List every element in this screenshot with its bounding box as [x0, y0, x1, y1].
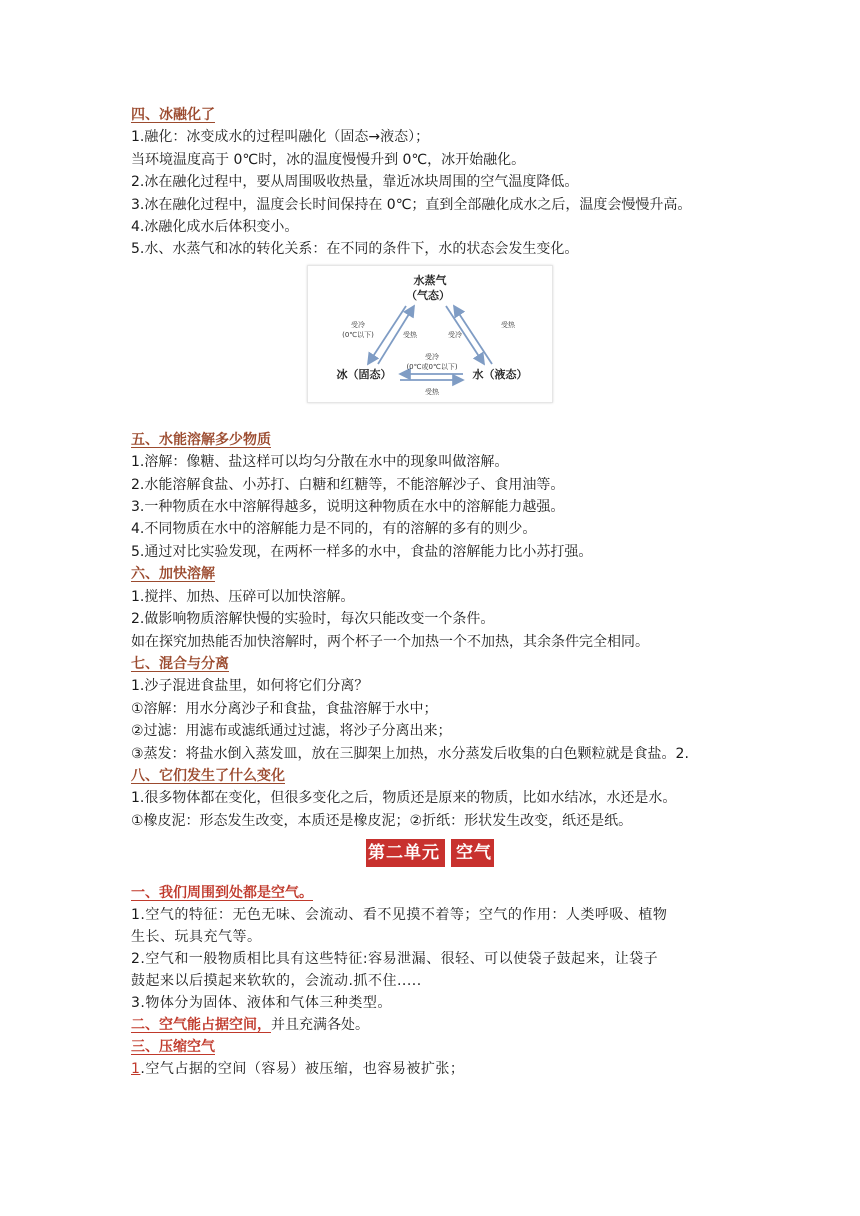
- text-line: 鼓起来以后摸起来软软的，会流动.抓不住.....: [131, 973, 422, 990]
- text-line: 1.很多物体都在变化，但很多变化之后，物质还是原来的物质，比如水结冰，水还是水。: [131, 790, 677, 807]
- text-line: 3.一种物质在水中溶解得越多，说明这种物质在水中的溶解能力越强。: [131, 499, 565, 516]
- vapor-state-label: （气态）: [406, 288, 450, 302]
- text-line: 生长、玩具充气等。: [131, 929, 262, 946]
- section-heading-changes: 八、它们发生了什么变化: [131, 767, 285, 784]
- text-line: 2.水能溶解食盐、小苏打、白糖和红糖等，不能溶解沙子、食用油等。: [131, 476, 565, 493]
- heat-bottom-label: 受热: [425, 387, 439, 396]
- text-line: 4.不同物质在水中的溶解能力是不同的，有的溶解的多有的则少。: [131, 521, 537, 538]
- text-line: ②过滤：用滤布或滤纸通过过滤，将沙子分离出来；: [131, 723, 452, 740]
- text-line: 如在探究加热能否加快溶解时，两个杯子一个加热一个不加热，其余条件完全相同。: [131, 633, 649, 650]
- text-line: 1.空气的特征：无色无味、会流动、看不见摸不着等；空气的作用：人类呼吸、植物: [131, 907, 668, 924]
- text-line-rest: .空气占据的空间（容易）被压缩，也容易被扩张；: [140, 1061, 465, 1078]
- unit-title-area: [131, 832, 751, 882]
- cool-bottom-condition: (0℃或0℃以下): [406, 362, 458, 371]
- cool-right-label: 受冷: [448, 330, 462, 339]
- cool-bottom-label: 受冷: [425, 352, 439, 361]
- text-line: 2.做影响物质溶解快慢的实验时，每次只能改变一个条件。: [131, 611, 495, 628]
- heat-right-label: 受热: [501, 320, 515, 329]
- section-heading-air-everywhere: 一、我们周围到处都是空气。: [131, 885, 313, 902]
- section-heading-ice-melting: 四、冰融化了: [131, 107, 215, 123]
- section-heading-air-occupies-space: 二、空气能占据空间，: [131, 1017, 271, 1034]
- unit-title: [366, 839, 494, 867]
- heat-left-label: 受热: [403, 330, 417, 339]
- unit-title-divider: [445, 839, 451, 867]
- text-line: 1.沙子混进食盐里，如何将它们分离？: [131, 678, 369, 695]
- text-line-compress: [131, 1058, 751, 1080]
- unit-title-part-b: 空气: [456, 843, 492, 864]
- text-line: 3.物体分为固体、液体和气体三种类型。: [131, 995, 392, 1012]
- water-state-diagram-area: [131, 261, 751, 429]
- section-heading-speed-dissolve: 六、加快溶解: [131, 566, 215, 583]
- document-page: [131, 104, 751, 1080]
- text-line: 5.水、水蒸气和冰的转化关系：在不同的条件下，水的状态会发生变化。: [131, 241, 579, 258]
- water-label: 水（液态）: [472, 367, 528, 381]
- text-line: ③蒸发：将盐水倒入蒸发皿，放在三脚架上加热，水分蒸发后收集的白色颗粒就是食盐。2.: [131, 745, 689, 762]
- text-line: 4.冰融化成水后体积变小。: [131, 219, 299, 236]
- text-line: 1.融化：冰变成水的过程叫融化（固态→液态）；: [131, 129, 430, 146]
- text-line: 2.冰在融化过程中，要从周围吸收热量，靠近冰块周围的空气温度降低。: [131, 174, 579, 191]
- text-line: ①溶解：用水分离沙子和食盐，食盐溶解于水中；: [131, 700, 438, 717]
- section-line-air-occupies-space: [131, 1014, 751, 1036]
- unit-title-part-a: 第二单元: [368, 843, 440, 864]
- cool-left-condition: (0℃以下): [342, 330, 374, 339]
- section-heading-compress-air: 三、压缩空气: [131, 1039, 215, 1056]
- section-heading-mix-separate: 七、混合与分离: [131, 655, 229, 672]
- text-line: 1.搅拌、加热、压碎可以加快溶解。: [131, 588, 355, 605]
- text-line: ①橡皮泥：形态发生改变，本质还是橡皮泥；②折纸：形状发生改变，纸还是纸。: [131, 812, 633, 829]
- text-line: 3.冰在融化过程中，温度会长时间保持在 0℃；直到全部融化成水之后，温度会慢慢升高。: [131, 196, 692, 213]
- text-line: 2.空气和一般物质相比具有这些特征:容易泄漏、很轻、可以使袋子鼓起来，让袋子: [131, 951, 659, 968]
- text-line: 当环境温度高于 0℃时，冰的温度慢慢升到 0℃，冰开始融化。: [131, 151, 526, 168]
- text-line: 1.溶解：像糖、盐这样可以均匀分散在水中的现象叫做溶解。: [131, 454, 509, 471]
- list-number: 1: [131, 1061, 141, 1078]
- section-heading-rest: 并且充满各处。: [271, 1017, 369, 1034]
- section-heading-dissolve: 五、水能溶解多少物质: [131, 431, 271, 448]
- water-state-diagram: [307, 265, 553, 403]
- cool-left-label: 受冷: [351, 320, 365, 329]
- text-line: 5.通过对比实验发现，在两杯一样多的水中，食盐的溶解能力比小苏打强。: [131, 543, 593, 560]
- vapor-label: 水蒸气: [413, 273, 447, 287]
- ice-label: 冰（固态）: [336, 367, 392, 381]
